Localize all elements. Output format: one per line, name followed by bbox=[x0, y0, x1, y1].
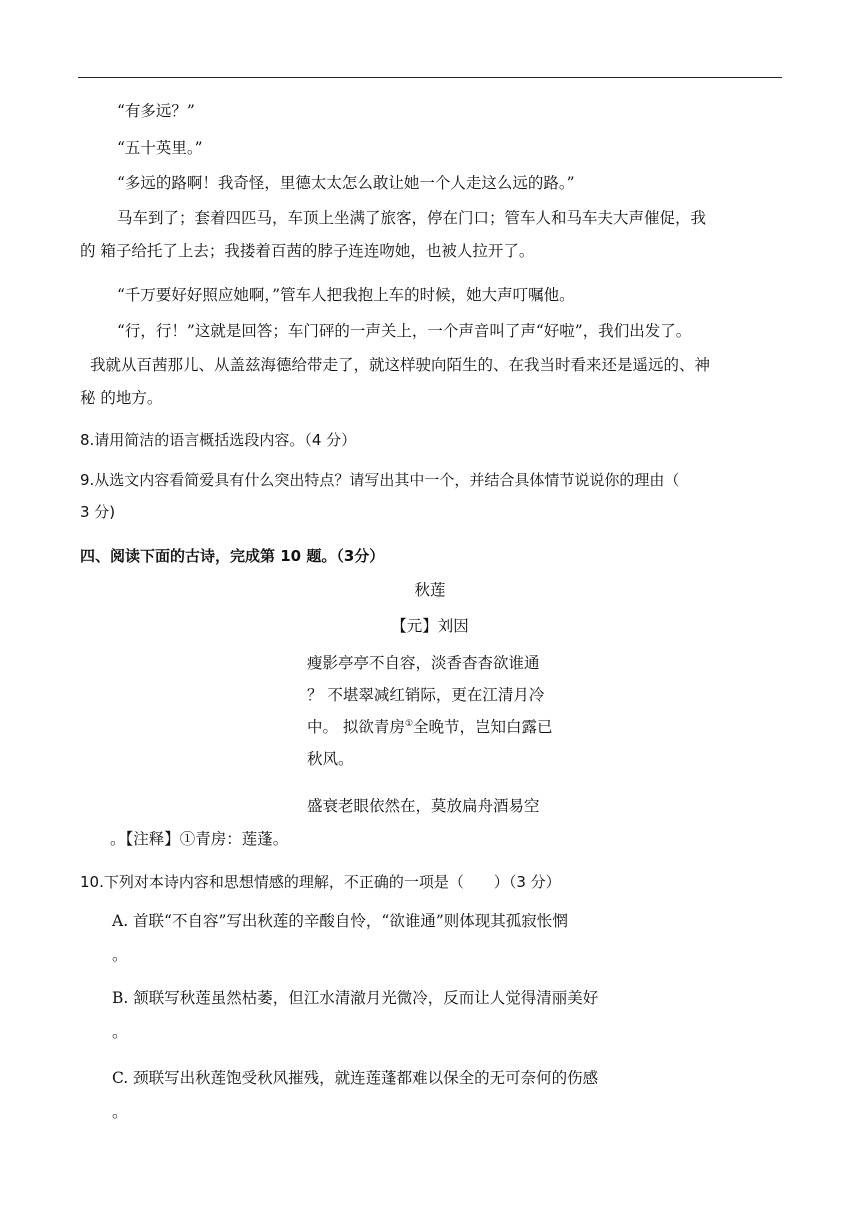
option-c-end: 。 bbox=[112, 1103, 128, 1121]
poem-line: 盛衰老眼依然在，莫放扁舟酒易空 bbox=[307, 797, 540, 815]
paragraph-line: 的 箱子给托了上去；我搂着百茜的脖子连连吻她，也被人拉开了。 bbox=[80, 242, 535, 260]
poem-line: 瘦影亭亭不自容，淡香杳杳欲谁通 bbox=[307, 654, 540, 672]
poem-line: 中。 拟欲青房①全晚节，岂知白露已 bbox=[307, 718, 553, 736]
dialogue-line: “有多远？” bbox=[117, 102, 195, 120]
paragraph-line: “行，行！”这就是回答；车门砰的一声关上，一个声音叫了声“好啦”，我们出发了。 bbox=[117, 322, 692, 340]
dialogue-line: “五十英里。” bbox=[117, 139, 203, 157]
header-rule bbox=[78, 77, 782, 78]
paragraph-line: 马车到了；套着四匹马，车顶上坐满了旅客，停在门口；管车人和马车夫大声催促，我 bbox=[117, 209, 707, 227]
question-9: 9.从选文内容看简爱具有什么突出特点？请写出其中一个，并结合具体情节说说你的理由（ bbox=[80, 471, 680, 489]
poem-title: 秋莲 bbox=[414, 581, 446, 599]
paragraph-line: 秘 的地方。 bbox=[80, 389, 163, 407]
dialogue-line: “千万要好好照应她啊，”管车人把我抱上车的时候，她大声叮嘱他。 bbox=[117, 286, 575, 304]
poem-line: 秋风。 bbox=[307, 750, 354, 768]
poem-line: ？ 不堪翠减红销际，更在江清月冷 bbox=[307, 686, 545, 704]
option-a-end: 。 bbox=[112, 946, 128, 964]
option-a: A. 首联“不自容”写出秋莲的辛酸自怜，“欲谁通”则体现其孤寂怅惘 bbox=[112, 912, 568, 930]
option-b: B. 颔联写秋莲虽然枯萎，但江水清澈月光微冷，反而让人觉得清丽美好 bbox=[112, 989, 599, 1007]
option-b-end: 。 bbox=[112, 1023, 128, 1041]
question-10: 10.下列对本诗内容和思想情感的理解，不正确的一项是（ ）（3 分） bbox=[80, 873, 561, 891]
paragraph-line: 我就从百茜那儿、从盖兹海德给带走了，就这样驶向陌生的、在我当时看来还是遥远的、神 bbox=[90, 356, 711, 374]
footnote-marker: ① bbox=[404, 718, 414, 729]
dialogue-line: “多远的路啊！我奇怪，里德太太怎么敢让她一个人走这么远的路。” bbox=[117, 174, 575, 192]
question-8: 8.请用简洁的语言概括选段内容。（4 分） bbox=[80, 431, 357, 449]
section-heading: 四、阅读下面的古诗，完成第 10 题。（3分） bbox=[80, 547, 385, 565]
poem-author: 【元】刘因 bbox=[391, 617, 469, 635]
poem-note: 。【注释】①青房：莲蓬。 bbox=[110, 830, 289, 848]
question-9-continued: 3 分) bbox=[80, 503, 116, 521]
option-c: C. 颈联写出秋莲饱受秋风摧残，就连莲蓬都难以保全的无可奈何的伤感 bbox=[112, 1069, 599, 1087]
